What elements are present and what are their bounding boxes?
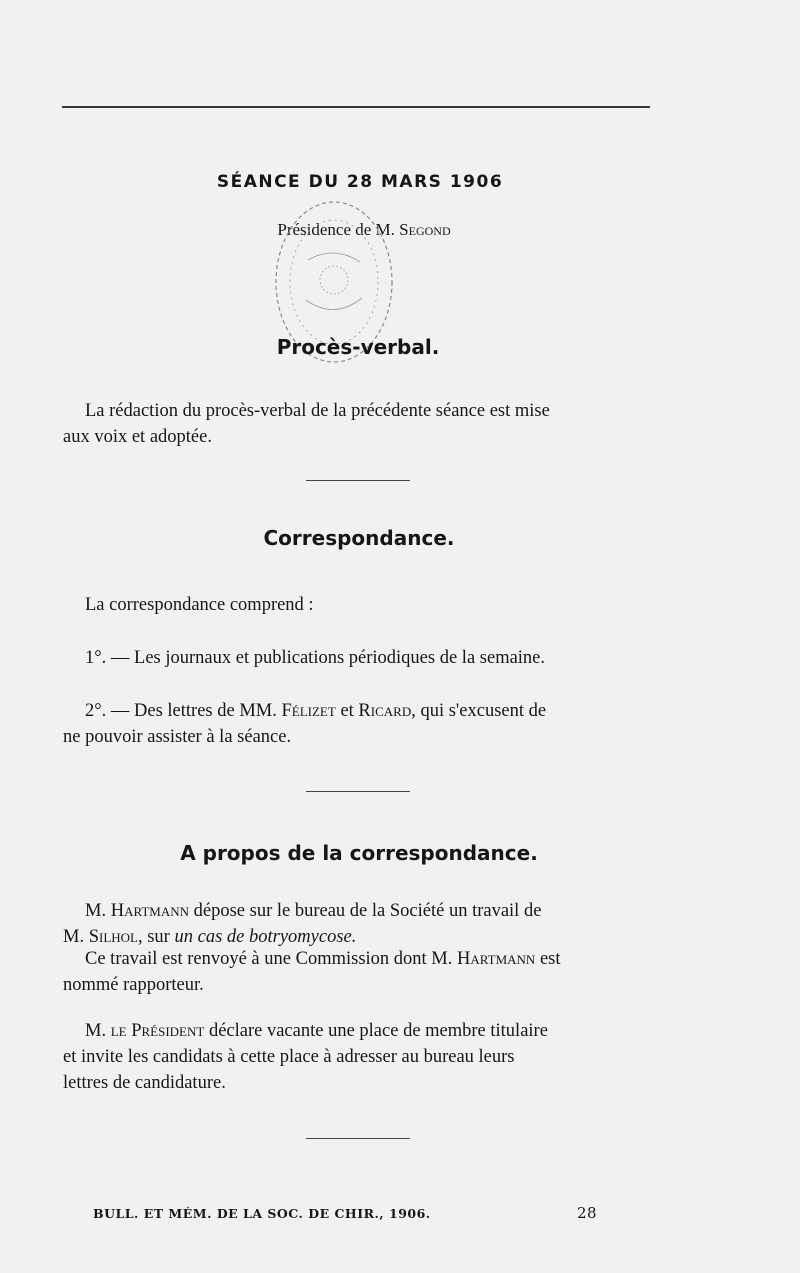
p2-prefix: Ce travail est renvoyé à une Commission dont M. — [85, 949, 453, 969]
p3-line-2: et invite les candidats à cette place à adresser au bureau leurs — [63, 1047, 515, 1067]
correspondance-title: Correspondance. — [263, 526, 455, 550]
item2-and: et — [340, 701, 354, 721]
p1-line1-suffix: dépose sur le bureau de la Société un travail de — [193, 901, 542, 921]
p1-sur: , sur — [137, 927, 170, 947]
page-number: 28 — [577, 1204, 598, 1222]
p2-suffix: est — [539, 949, 561, 969]
section-divider — [306, 791, 410, 792]
p1-m2: M. — [63, 927, 85, 947]
item2-line-2: ne pouvoir assister à la séance. — [63, 727, 292, 747]
top-rule — [62, 106, 650, 108]
correspondance-intro: La correspondance comprend : — [85, 595, 314, 615]
p3-line1-suffix: déclare vacante une place de membre titulaire — [208, 1021, 548, 1041]
p3-line-3: lettres de candidature. — [63, 1073, 226, 1093]
correspondance-item-2 — [63, 698, 661, 750]
item2-prefix: 2°. — Des lettres de MM. — [85, 701, 277, 721]
section-divider — [306, 480, 410, 481]
proces-verbal-title: Procès-verbal. — [276, 335, 440, 359]
item2-name-ricard: Ricard — [358, 701, 412, 721]
p1-name-hartmann: Hartmann — [110, 901, 190, 921]
p2-name-hartmann: Hartmann — [457, 949, 536, 969]
p3-title-president: le Président — [110, 1021, 205, 1041]
p1-name-silhol: Silhol — [88, 927, 138, 947]
section-divider — [306, 1138, 410, 1139]
a-propos-title: A propos de la correspondance. — [180, 841, 538, 865]
proces-verbal-line-1: La rédaction du procès-verbal de la précédente séance est mise — [85, 401, 550, 421]
p3-m: M. — [85, 1021, 107, 1041]
p1-italic-title: un cas de botryomycose. — [174, 927, 357, 947]
proces-verbal-line-2: aux voix et adoptée. — [63, 427, 212, 447]
proces-verbal-text — [63, 398, 655, 450]
president-name: Segond — [399, 220, 451, 239]
p2-line-2: nommé rapporteur. — [63, 975, 204, 995]
president-paragraph — [63, 1018, 655, 1096]
session-heading: SÉANCE DU 28 MARS 1906 — [216, 172, 504, 192]
footer-journal-reference: BULL. ET MÉM. DE LA SOC. DE CHIR., 1906. — [93, 1206, 431, 1221]
item2-suffix: , qui s'excusent de — [411, 701, 547, 721]
commission-paragraph — [63, 946, 655, 998]
item2-name-felizet: Félizet — [281, 701, 336, 721]
correspondance-item-1: 1°. — Les journaux et publications périodiques de la semaine. — [85, 648, 546, 668]
presidency-prefix: Présidence de M. — [277, 220, 395, 239]
hartmann-paragraph — [63, 898, 655, 950]
p1-m: M. — [85, 901, 107, 921]
